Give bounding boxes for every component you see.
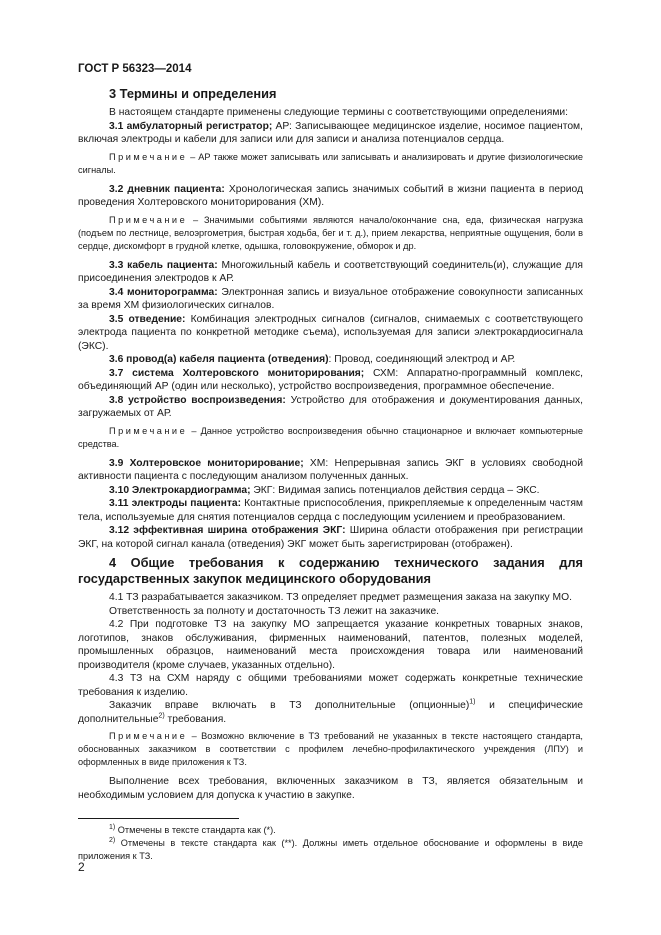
section-3-intro: В настоящем стандарте применены следующие термины с соответствующими определениями: — [109, 107, 569, 118]
term-definition: АР: Записывающее медицинское изделие, носимое пациентом, включая электроды и кабели для записи или для записи и анализа потенциалов сердца. — [78, 120, 583, 145]
term-3-9 — [78, 457, 583, 484]
footnote-mark: 2) — [109, 836, 116, 844]
footnotes — [78, 824, 583, 863]
term-definition: Комбинация электродных сигналов (сигналов, снимаемых с соответствующего электрода пациента по конкретной методике съема), используемая для записи электрокардиосигнала (ЭКС). — [78, 313, 584, 352]
term-3-6 — [78, 353, 583, 367]
term-definition: Электронная запись и визуальное отображение совокупности записанных за время ХМ физиологических сигналов. — [78, 286, 583, 311]
term-3-3 — [78, 259, 583, 286]
term-name: 3.12 эффективная ширина отображения ЭКГ: — [109, 525, 346, 536]
note-text: – Данное устройство воспроизведения обычно стационарное и включает компьютерные средства. — [78, 425, 583, 449]
term-definition: : Провод, соединяющий электрод и АР. — [328, 354, 516, 365]
term-3-7 — [78, 367, 583, 394]
clause-4-final: Выполнение всех требования, включенных заказчиком в ТЗ, является обязательным и необходимым условием для допуска к участию в закупке. — [78, 776, 583, 801]
section-3-heading: 3 Термины и определения — [109, 86, 277, 101]
clause-text: требования. — [164, 713, 227, 725]
note-text: – АР также может записывать или записывать и анализировать и другие физиологические сигналы. — [78, 151, 583, 175]
term-definition: ЭКГ: Видимая запись потенциалов действия сердца – ЭКС. — [250, 484, 540, 496]
clause-4-3-additional — [78, 699, 583, 726]
term-3-4 — [78, 286, 583, 313]
term-definition: Устройство для отображения и документирования данных, загружаемых от АР. — [78, 394, 583, 419]
note-4 — [78, 730, 583, 769]
clause-4-1-responsibility: Ответственность за полноту и достаточность ТЗ лежит на заказчике. — [109, 605, 440, 617]
footnote-mark: 1) — [109, 823, 116, 831]
term-name: 3.7 система Холтеровского мониторирования; — [109, 367, 365, 379]
term-3-5 — [78, 313, 583, 354]
term-definition: Хронологическая запись значимых событий в жизни пациента в период проведения Холтеровского мониторирования (ХМ). — [78, 183, 583, 208]
term-3-12 — [78, 524, 583, 551]
note-label: Примечание — [109, 151, 188, 162]
clause-text: Заказчик вправе включать в ТЗ дополнительные (опционные) — [109, 700, 470, 711]
term-name: 3.8 устройство воспроизведения: — [109, 394, 286, 406]
term-definition: ХМ: Непрерывная запись ЭКГ в условиях свободной активности пациента с последующим анализом полученных данных. — [78, 457, 584, 482]
footnote-ref-1[interactable]: 1) — [469, 698, 476, 706]
page-number: 2 — [78, 860, 85, 874]
standard-header: ГОСТ Р 56323—2014 — [78, 63, 192, 75]
note-label: Примечание — [109, 214, 188, 225]
term-name: 3.5 отведение: — [109, 313, 186, 325]
term-name: 3.9 Холтеровское мониторирование; — [109, 457, 304, 469]
footnote-text: Отмечены в тексте стандарта как (**). Должны иметь отдельное обоснование и оформлены в виде приложения к ТЗ. — [78, 838, 583, 861]
clause-text: и специфические дополнительные — [78, 700, 583, 725]
term-3-10 — [78, 484, 583, 498]
clause-4-1: 4.1 ТЗ разрабатывается заказчиком. ТЗ определяет предмет размещения заказа на закупку МО. — [109, 592, 572, 603]
note-label: Примечание — [109, 731, 188, 741]
term-name: 3.3 кабель пациента: — [109, 259, 218, 271]
term-name: 3.6 провод(а) кабеля пациента (отведения) — [109, 354, 329, 365]
term-name: 3.2 дневник пациента: — [109, 183, 225, 195]
note-3 — [78, 425, 583, 451]
note-1 — [78, 151, 583, 177]
term-name: 3.11 электроды пациента: — [109, 498, 242, 509]
footnote-separator — [78, 818, 239, 819]
term-3-11 — [78, 497, 583, 524]
term-3-8 — [78, 394, 583, 421]
footnote-2 — [78, 837, 583, 863]
footnote-1 — [78, 824, 583, 837]
note-label: Примечание — [109, 425, 188, 436]
note-2 — [78, 214, 583, 253]
clause-4-3: 4.3 ТЗ на СХМ наряду с общими требованиями может содержать конкретные технические требования к изделию. — [78, 673, 583, 698]
main-content — [78, 86, 583, 806]
term-definition: Контактные приспособления, прикрепляемые к определенным частям тела, используемые для снятия потенциалов сердца с последующим усилением и преобразованием. — [78, 498, 583, 523]
clause-4-2: 4.2 При подготовке ТЗ на закупку МО запрещается указание конкретных товарных знаков, логотипов, знаков обслуживания, фирменных наименований, патентов, полезных моделей, промышленных образцов, наименований места происхождения товара или наименований производителя (кроме случаев, указанных отдельно). — [78, 619, 583, 671]
footnote-ref-2[interactable]: 2) — [158, 712, 165, 720]
footnote-text: Отмечены в тексте стандарта как (*). — [115, 825, 276, 835]
term-definition: СХМ: Аппаратно-программный комплекс, объединяющий АР (один или несколько), устройство воспроизведения, программное обеспечение. — [78, 367, 583, 392]
term-definition: Ширина области отображения при регистрации ЭКГ, на которой сигнал канала (отведения) ЭКГ может быть зарегистрирован (отображен). — [78, 525, 583, 550]
term-definition: Многожильный кабель и соответствующий соединитель(и), служащие для присоединения электродов к АР. — [78, 259, 584, 284]
term-name: 3.4 мониторограмма: — [109, 286, 218, 298]
term-name: 3.10 Электрокардиограмма; — [109, 484, 251, 496]
section-4-heading: 4 Общие требования к содержанию технического задания для государственных закупок медицинского оборудования — [78, 555, 583, 586]
term-3-1 — [78, 120, 583, 147]
note-text: – Возможно включение в ТЗ требований не указанных в тексте настоящего стандарта, обоснованных заказчиком в соответствии с профилем лечебно-профилактического учреждения (ЛПУ) и оформленных в виде приложения к ТЗ. — [78, 731, 583, 767]
note-text: – Значимыми событиями являются начало/окончание сна, еда, физическая нагрузка (подъем по лестнице, велоэргометрия, быстрая ходьба, бег и т. д.), прием лекарства, неприятные ощущения, боли в сердце, дискомфорт в грудной клетке, одышка, головокружение, обморок и др. — [78, 214, 583, 251]
term-3-2 — [78, 183, 583, 210]
term-name: 3.1 амбулаторный регистратор; — [109, 120, 273, 132]
